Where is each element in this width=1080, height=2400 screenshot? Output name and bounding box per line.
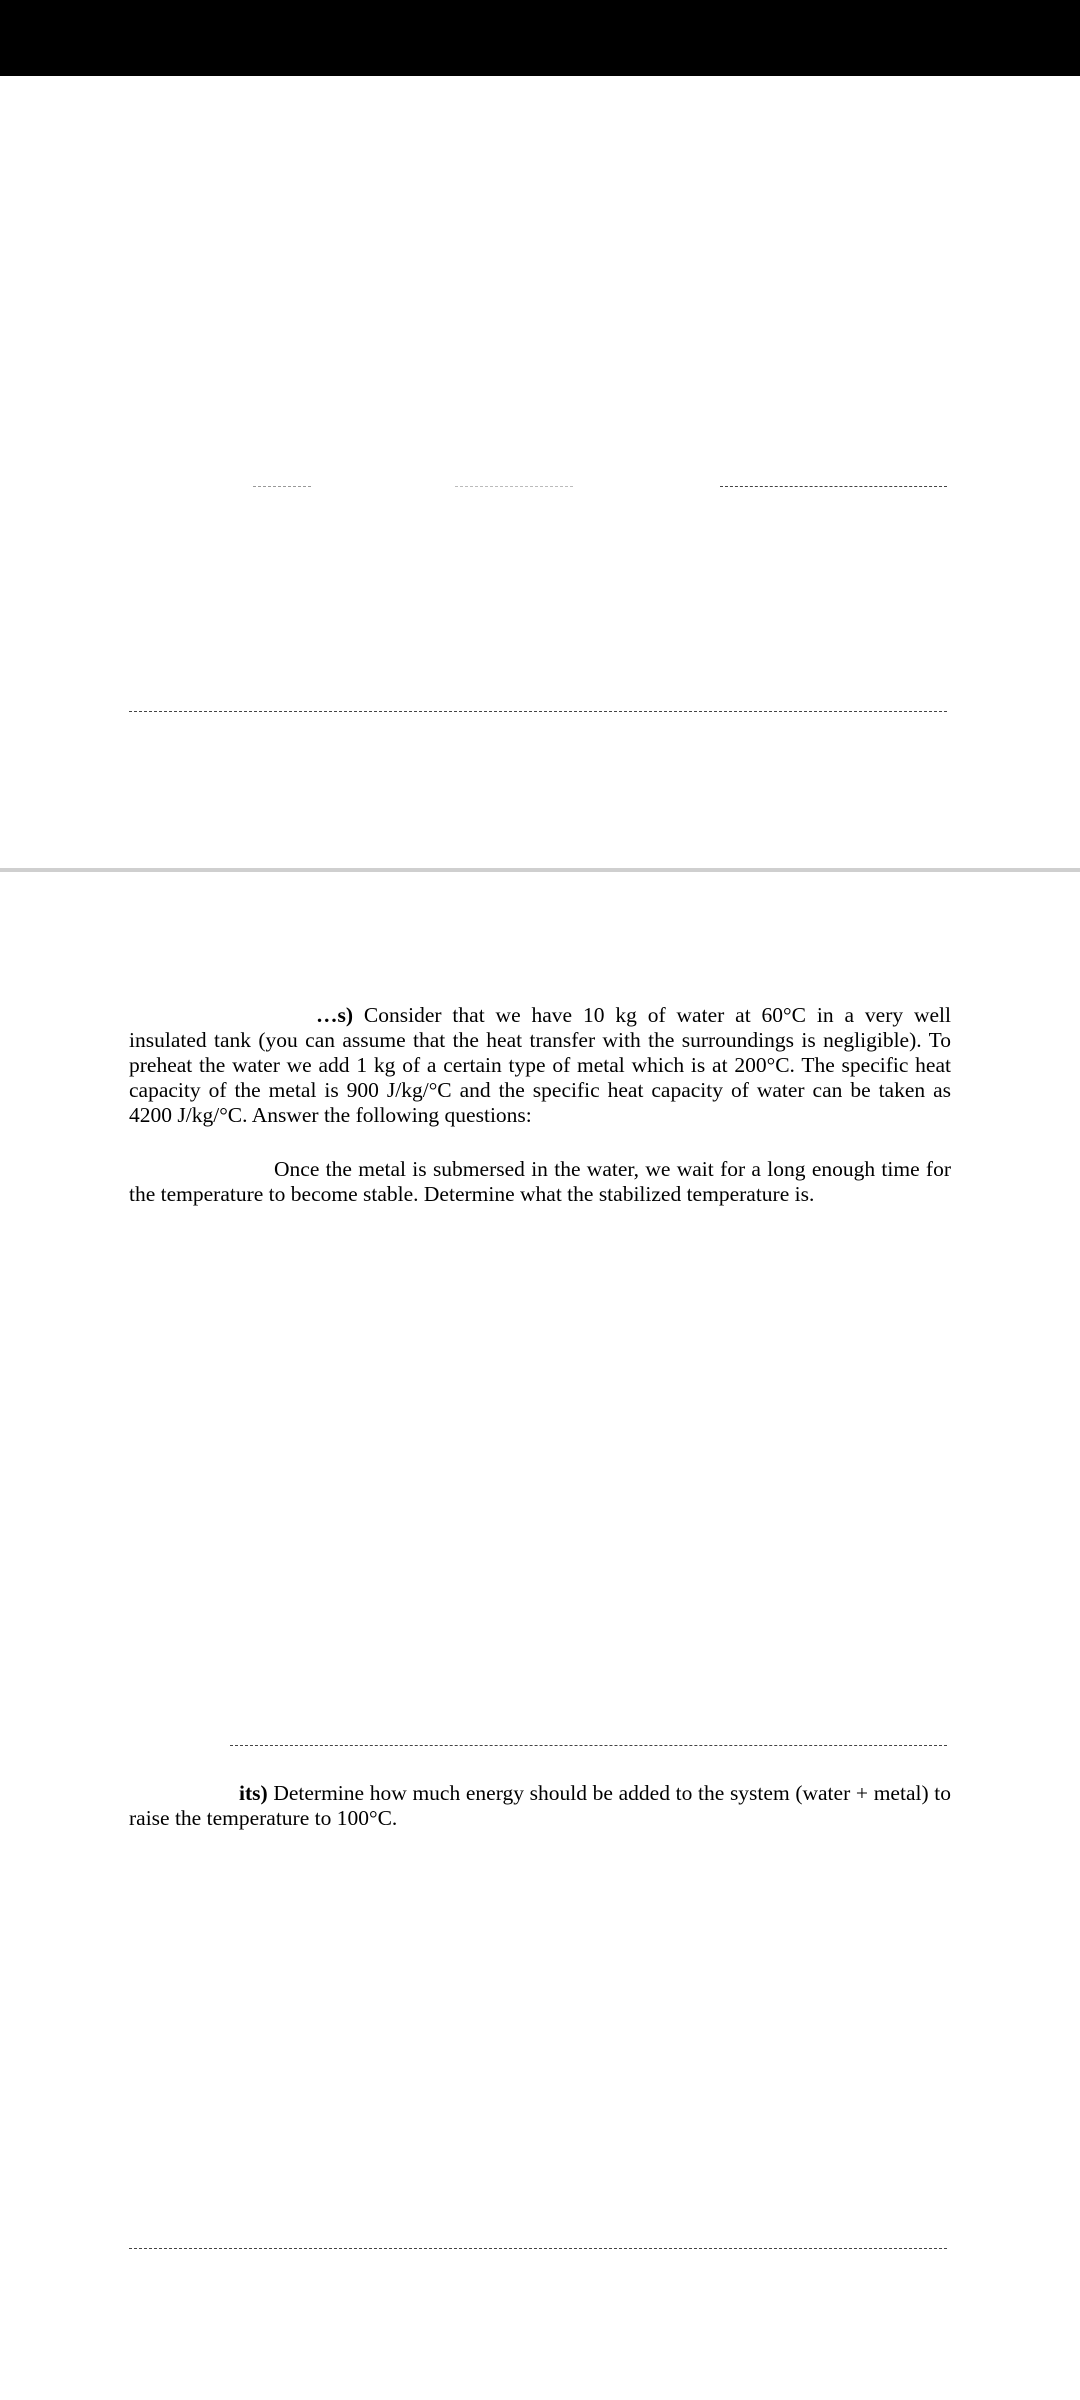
- answer-line: [720, 486, 947, 487]
- answer-line: [129, 2248, 947, 2249]
- part-b: [129, 1781, 951, 1831]
- part-a-text: Once the metal is submersed in the water, we wait for a long enough time for the temperature to become stable. Determine what the stabilized temperature is.: [129, 1157, 951, 1206]
- answer-line: [129, 711, 947, 712]
- answer-line: [253, 486, 311, 487]
- previous-page: [0, 76, 1080, 868]
- answer-line: [455, 486, 573, 487]
- question-intro: [129, 1003, 951, 1128]
- part-b-points-fragment: its): [239, 1781, 268, 1805]
- question-intro-text: Consider that we have 10 kg of water at 60°C in a very well insulated tank (you can assume that the heat transfer with the surroundings is negligible). To preheat the water we add 1 kg of a certain type of metal which is at 200°C. The specific heat capacity of the metal is 900 J/kg/°C and the specific heat capacity of water can be taken as 4200 J/kg/°C. Answer the following questions:: [129, 1003, 952, 1127]
- status-bar: [0, 0, 1080, 76]
- part-b-text: Determine how much energy should be added to the system (water + metal) to raise the temperature to 100°C.: [129, 1781, 952, 1830]
- question-points-fragment: …s): [316, 1003, 354, 1027]
- answer-line: [230, 1745, 947, 1746]
- part-a: [129, 1157, 951, 1207]
- page-separator: [0, 868, 1080, 872]
